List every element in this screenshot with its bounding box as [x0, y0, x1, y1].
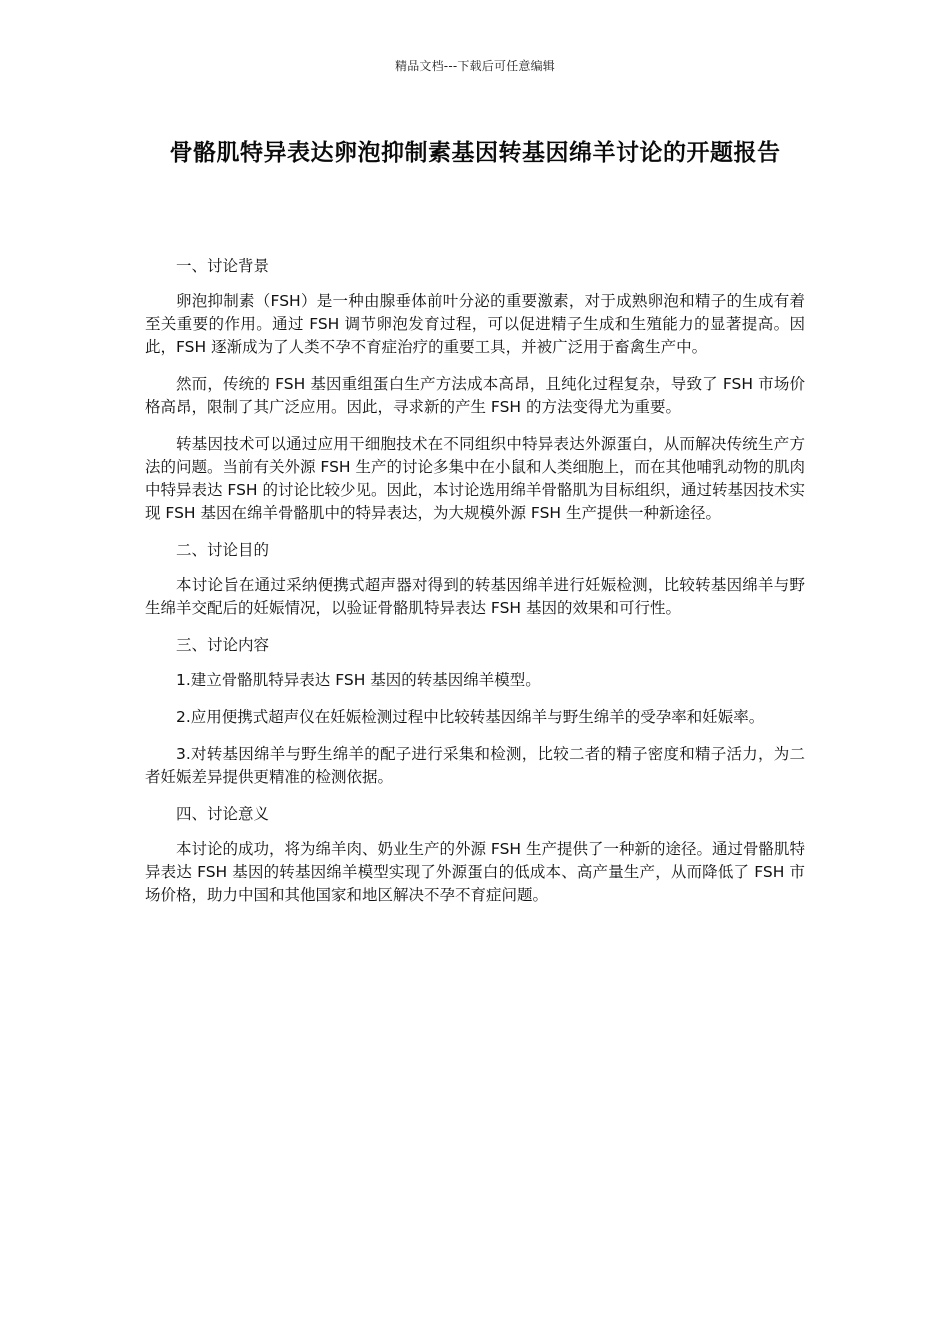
paragraph: 本讨论旨在通过采纳便携式超声器对得到的转基因绵羊进行妊娠检测，比较转基因绵羊与野生绵羊交配后的妊娠情况，以验证骨骼肌特异表达 FSH 基因的效果和可行性。 — [145, 576, 805, 617]
paragraph: 卵泡抑制素（FSH）是一种由腺垂体前叶分泌的重要激素，对于成熟卵泡和精子的生成有着至关重要的作用。通过 FSH 调节卵泡发育过程，可以促进精子生成和生殖能力的显著提高。因此，FSH 逐渐成为了人类不孕不育症治疗的重要工具，并被广泛用于畜禽生产中。 — [145, 292, 805, 356]
paragraph: 本讨论的成功，将为绵羊肉、奶业生产的外源 FSH 生产提供了一种新的途径。通过骨骼肌特异表达 FSH 基因的转基因绵羊模型实现了外源蛋白的低成本、高产量生产，从而降低了 FSH 市场价格，助力中国和其他国家和地区解决不孕不育症问题。 — [145, 840, 805, 904]
document-title: 骨骼肌特异表达卵泡抑制素基因转基因绵羊讨论的开题报告 — [169, 140, 781, 166]
list-item: 2.应用便携式超声仪在妊娠检测过程中比较转基因绵羊与野生绵羊的受孕率和妊娠率。 — [176, 708, 765, 726]
section-heading-purpose: 二、讨论目的 — [176, 541, 270, 559]
document-body — [145, 255, 805, 921]
section-heading-content: 三、讨论内容 — [176, 636, 270, 654]
section-heading-background: 一、讨论背景 — [176, 257, 270, 275]
paragraph: 然而，传统的 FSH 基因重组蛋白生产方法成本高昂，且纯化过程复杂，导致了 FSH 市场价格高昂，限制了其广泛应用。因此，寻求新的产生 FSH 的方法变得尤为重要。 — [145, 375, 805, 416]
list-item: 1.建立骨骼肌特异表达 FSH 基因的转基因绵羊模型。 — [176, 671, 541, 689]
paragraph: 转基因技术可以通过应用干细胞技术在不同组织中特异表达外源蛋白，从而解决传统生产方法的问题。当前有关外源 FSH 生产的讨论多集中在小鼠和人类细胞上，而在其他哺乳动物的肌肉中特异表达 FSH 的讨论比较少见。因此，本讨论选用绵羊骨骼肌为目标组织，通过转基因技术实现 FSH 基因在绵羊骨骼肌中的特异表达，为大规模外源 FSH 生产提供一种新途径。 — [145, 435, 805, 522]
header-note: 精品文档---下载后可任意编辑 — [395, 59, 555, 73]
section-heading-significance: 四、讨论意义 — [176, 805, 270, 823]
list-item: 3.对转基因绵羊与野生绵羊的配子进行采集和检测，比较二者的精子密度和精子活力，为二者妊娠差异提供更精准的检测依据。 — [145, 745, 805, 786]
